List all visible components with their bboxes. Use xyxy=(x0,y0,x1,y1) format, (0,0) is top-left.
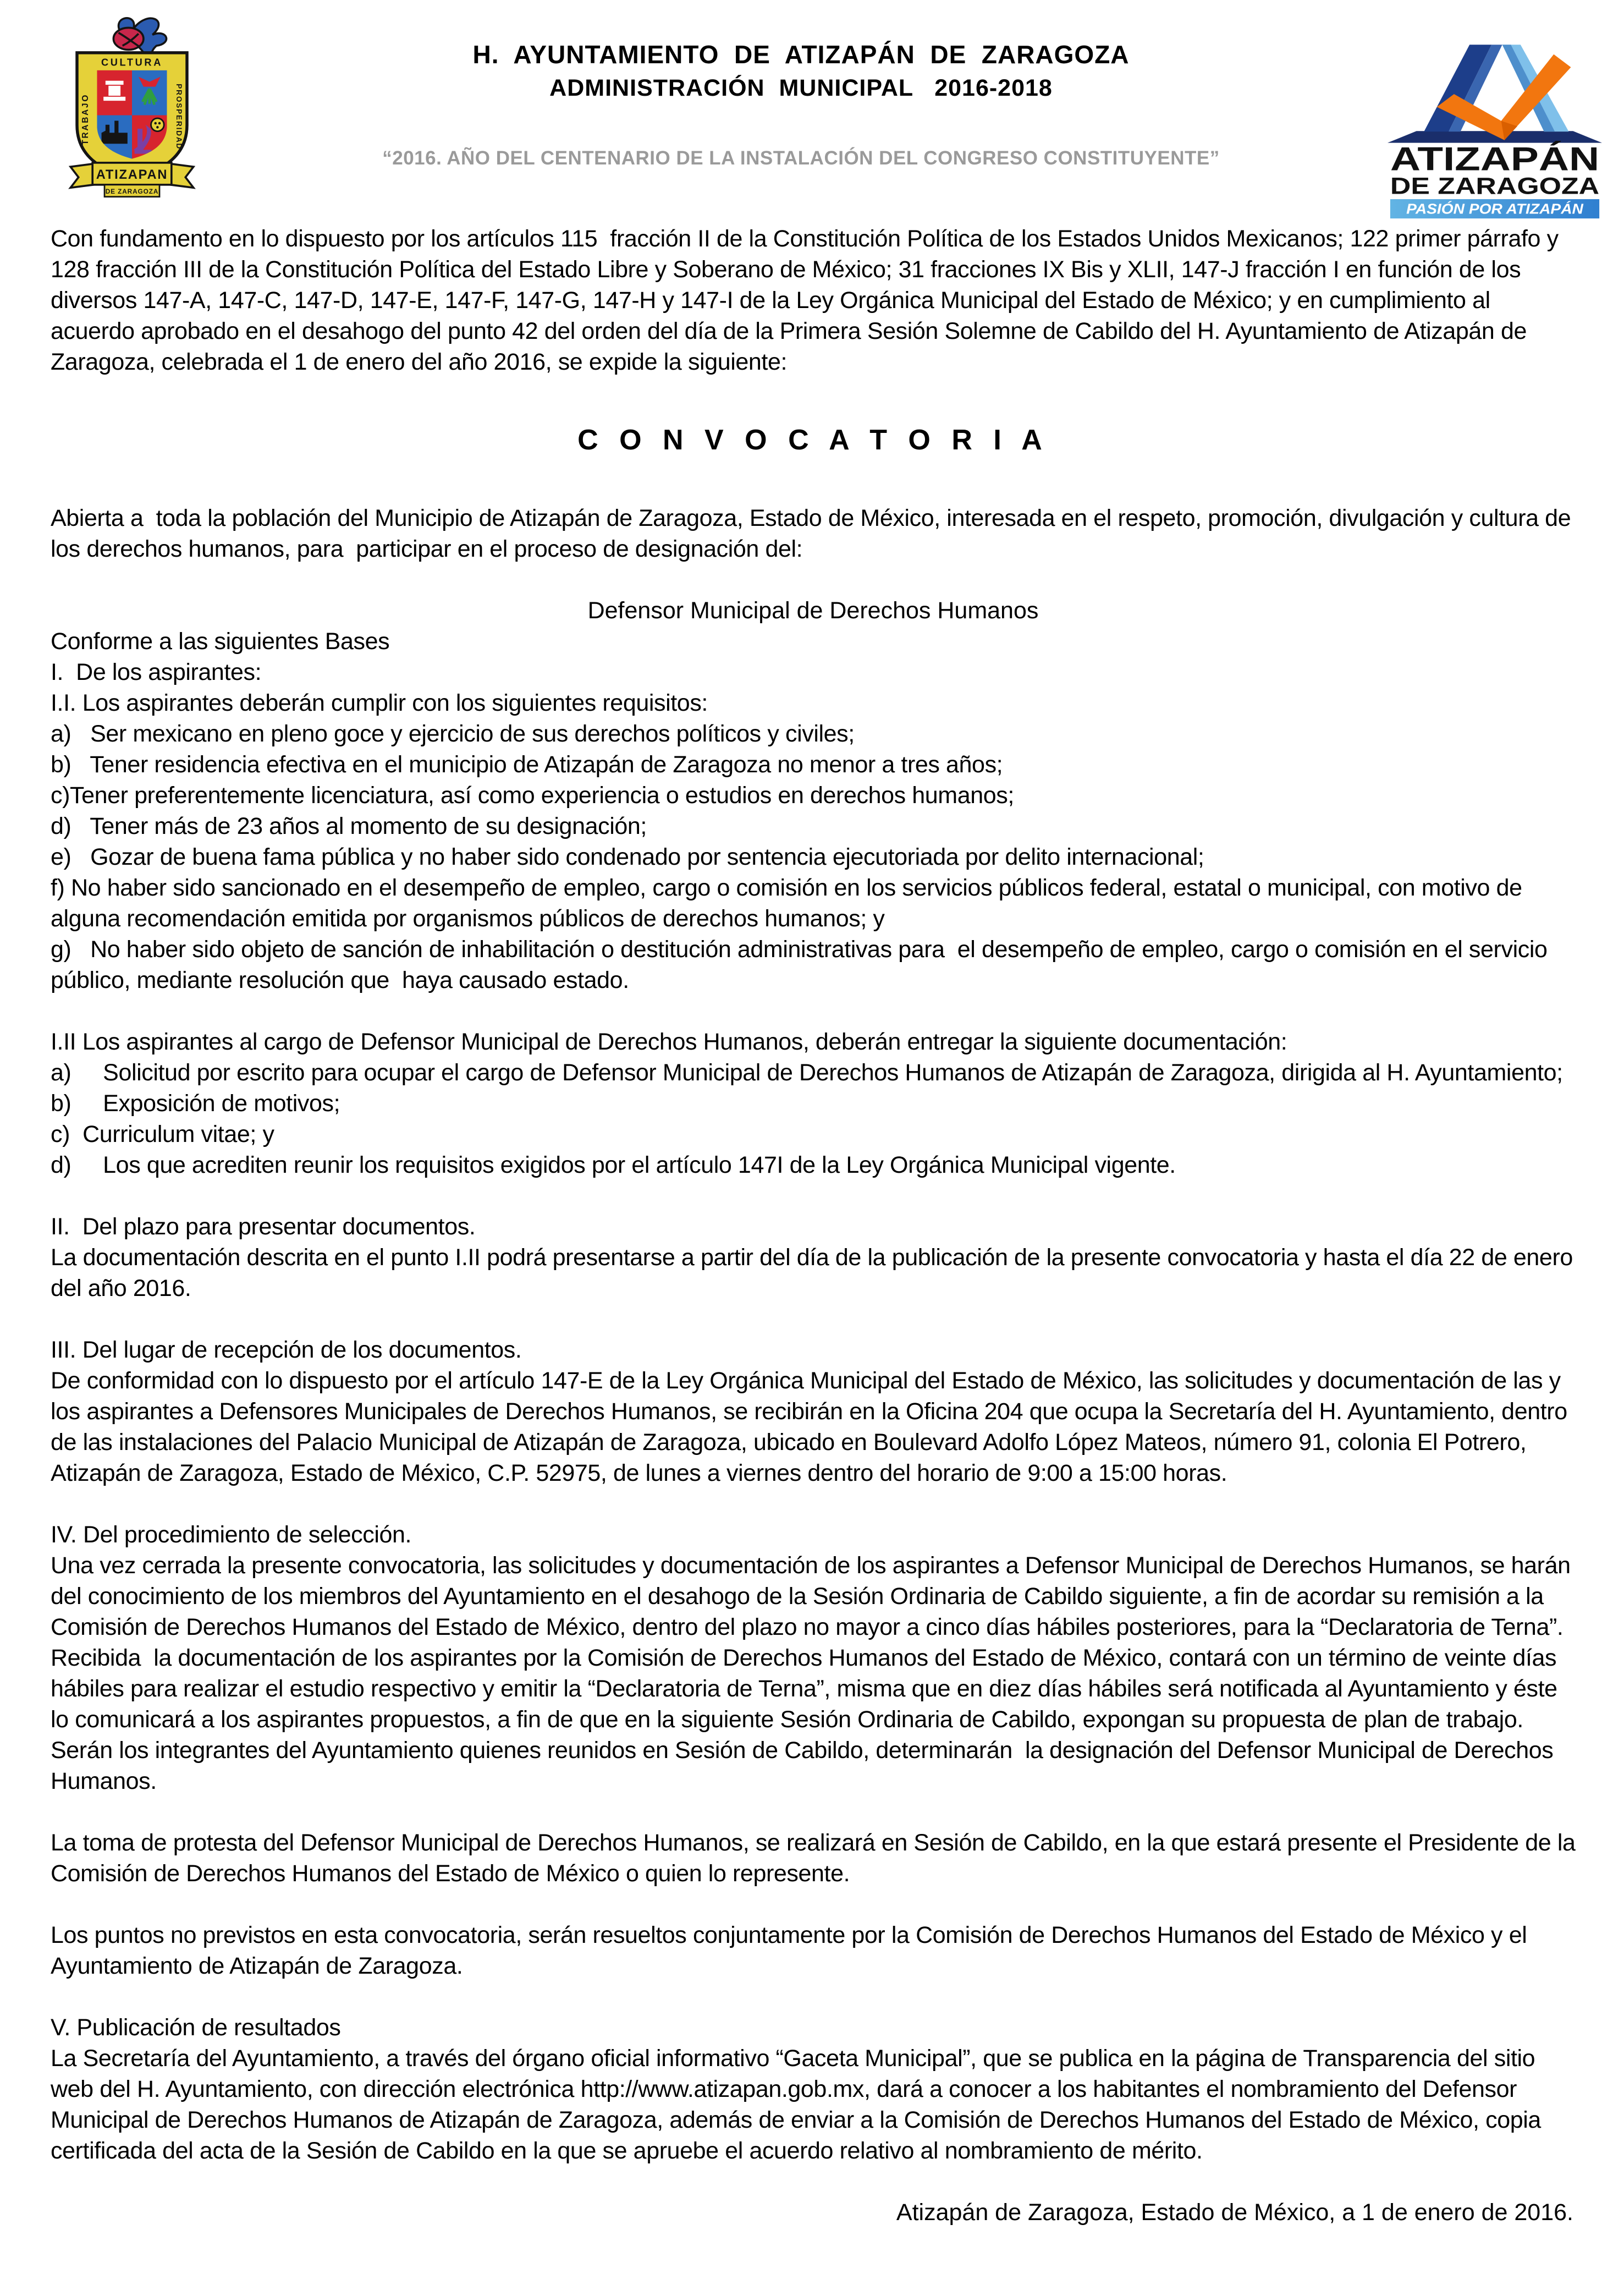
clause-1-1-intro: I.I. Los aspirantes deberán cumplir con los siguientes requisitos: xyxy=(51,690,708,716)
document-body xyxy=(0,216,1624,2228)
logo-name-line2: DE ZARAGOZA xyxy=(1390,173,1600,200)
crest-left-word: TRABAJO xyxy=(81,93,90,145)
paragraph-spacer xyxy=(51,1981,1576,2012)
document-c: c) Curriculum vitae; y xyxy=(51,1121,274,1147)
paragraph-spacer xyxy=(51,1488,1576,1519)
coat-of-arms xyxy=(49,7,220,205)
requirement-g: g) No haber sido objeto de sanción de inhabilitación o destitución administrativas para el desempeño de empleo, cargo o comisión en el servicio público, mediante resolución que haya causado estado. xyxy=(51,936,1554,993)
crest-top-word: CULTURA xyxy=(101,57,163,68)
section-1-heading: I. De los aspirantes: xyxy=(51,659,262,685)
requirement-f: f) No haber sido sancionado en el desempeño de empleo, cargo o comisión en los servicios públicos federal, estatal o municipal, con motivo de alguna recomendación emitida por organismos públicos de derechos humanos; y xyxy=(51,875,1529,932)
clause-1-2-intro: I.II Los aspirantes al cargo de Defensor Municipal de Derechos Humanos, deberán entregar la siguiente documentación: xyxy=(51,1029,1287,1055)
logo-name-line1: ATIZAPÁN xyxy=(1390,140,1600,178)
paragraph-spacer xyxy=(51,996,1576,1026)
atizapan-brand-logo xyxy=(1382,29,1608,224)
convocatoria-title: C O N V O C A T O R I A xyxy=(577,424,1049,456)
document-b: b) Exposición de motivos; xyxy=(51,1090,340,1117)
paragraph-spacer xyxy=(51,1797,1576,1827)
section-4-paragraph-3: Serán los integrantes del Ayuntamiento quienes reunidos en Sesión de Cabildo, determinarán la designación del Defensor Municipal de Derechos Humanos. xyxy=(51,1737,1560,1794)
page-header xyxy=(0,0,1624,216)
header-motto: “2016. AÑO DEL CENTENARIO DE LA INSTALACIÓN DEL CONGRESO CONSTITUYENTE” xyxy=(382,147,1220,169)
position-title: Defensor Municipal de Derechos Humanos xyxy=(587,597,1039,624)
bases-intro: Conforme a las siguientes Bases xyxy=(51,628,390,655)
paragraph-spacer xyxy=(51,377,1576,408)
header-titles xyxy=(220,7,1382,169)
requirement-b: b) Tener residencia efectiva en el municipio de Atizapán de Zaragoza no menor a tres años; xyxy=(51,751,1003,778)
atizapan-logo-icon xyxy=(1382,29,1608,222)
requirement-e: e) Gozar de buena fama pública y no haber sido condenado por sentencia ejecutoriada por delito internacional; xyxy=(51,844,1204,870)
opening-paragraph: Con fundamento en lo dispuesto por los artículos 115 fracción II de la Constitución Política de los Estados Unidos Mexicanos; 122 primer párrafo y 128 fracción III de la Constitución Política del Estado Libre y Soberano de México; 31 fracciones IX Bis y XLII, 147-J fracción I en función de los diversos 147-A, 147-C, 147-D, 147-E, 147-F, 147-G, 147-H y 147-I de la Ley Orgánica Municipal del Estado de México; y en cumplimiento al acuerdo aprobado en el desahogo del punto 42 del orden del día de la Primera Sesión Solemne de Cabildo del H. Ayuntamiento de Atizapán de Zaragoza, celebrada el 1 de enero del año 2016, se expide la siguiente: xyxy=(51,226,1565,375)
section-3-paragraph: De conformidad con lo dispuesto por el artículo 147-E de la Ley Orgánica Municipal del Estado de México, las solicitudes y documentación de las y los aspirantes a Defensores Municipales de Derechos Humanos, se recibirán en la Oficina 204 que ocupa la Secretaría del H. Ayuntamiento, dentro de las instalaciones del Palacio Municipal de Atizapán de Zaragoza, ubicado en Boulevard Adolfo López Mateos, número 91, colonia El Potrero, Atizapán de Zaragoza, Estado de México, C.P. 52975, de lunes a viernes dentro del horario de 9:00 a 15:00 horas. xyxy=(51,1367,1574,1486)
paragraph-spacer xyxy=(51,472,1576,503)
section-4-heading: IV. Del procedimiento de selección. xyxy=(51,1522,412,1548)
section-4-paragraph-2: Recibida la documentación de los aspirantes por la Comisión de Derechos Humanos del Estado de México, contará con un término de veinte días hábiles para realizar el estudio respectivo y emitir la “Declaratoria de Terna”, misma que en diez días hábiles será notificada al Ayuntamiento y éste lo comunicará a los aspirantes propuestos, a fin de que en la siguiente Sesión Ordinaria de Cabildo, expongan su propuesta de plan de trabajo. xyxy=(51,1645,1564,1733)
section-2-heading: II. Del plazo para presentar documentos. xyxy=(51,1213,476,1240)
paragraph-spacer xyxy=(51,1304,1576,1334)
section-5-paragraph: La Secretaría del Ayuntamiento, a través del órgano oficial informativo “Gaceta Municipal”, que se publica en la página de Transparencia del sitio web del H. Ayuntamiento, con dirección electrónica http://www.atizapan.gob.mx, dará a conocer a los habitantes el nombramiento del Defensor Municipal de Derechos Humanos de Atizapán de Zaragoza, además de enviar a la Comisión de Derechos Humanos del Estado de México, copia certificada del acta de la Sesión de Cabildo en la que se apruebe el acuerdo relativo al nombramiento de mérito. xyxy=(51,2045,1548,2164)
crest-banner-line1: ATIZAPAN xyxy=(96,167,168,182)
audience-paragraph: Abierta a toda la población del Municipio de Atizapán de Zaragoza, Estado de México, interesada en el respeto, promoción, divulgación y cultura de los derechos humanos, para participar en el proceso de designación del: xyxy=(51,505,1577,562)
document-a: a) Solicitud por escrito para ocupar el cargo de Defensor Municipal de Derechos Humanos de Atizapán de Zaragoza, dirigida al H. Ayuntamiento; xyxy=(51,1059,1563,1086)
requirement-c: c)Tener preferentemente licenciatura, así como experiencia o estudios en derechos humanos; xyxy=(51,782,1014,809)
paragraph-spacer xyxy=(51,2166,1576,2197)
section-3-heading: III. Del lugar de recepción de los documentos. xyxy=(51,1337,522,1363)
requirement-a: a) Ser mexicano en pleno goce y ejercicio de sus derechos políticos y civiles; xyxy=(51,721,855,747)
header-title-line1: H. AYUNTAMIENTO DE ATIZAPÁN DE ZARAGOZA xyxy=(472,40,1130,69)
paragraph-spacer xyxy=(51,1889,1576,1920)
coat-of-arms-icon xyxy=(49,7,214,202)
unforeseen-paragraph: Los puntos no previstos en esta convocatoria, serán resueltos conjuntamente por la Comisión de Derechos Humanos del Estado de México y el Ayuntamiento de Atizapán de Zaragoza. xyxy=(51,1922,1532,1979)
header-title-line2: ADMINISTRACIÓN MUNICIPAL 2016-2018 xyxy=(549,75,1053,101)
section-2-paragraph: La documentación descrita en el punto I.II podrá presentarse a partir del día de la publicación de la presente convocatoria y hasta el día 22 de enero del año 2016. xyxy=(51,1244,1579,1301)
crest-banner-line2: DE ZARAGOZA xyxy=(105,188,159,196)
paragraph-spacer xyxy=(51,1180,1576,1211)
date-line: Atizapán de Zaragoza, Estado de México, a 1 de enero de 2016. xyxy=(896,2199,1573,2226)
protest-paragraph: La toma de protesta del Defensor Municipal de Derechos Humanos, se realizará en Sesión de Cabildo, en la que estará presente el Presidente de la Comisión de Derechos Humanos del Estado de México o quien lo represente. xyxy=(51,1830,1582,1887)
section-4-paragraph-1: Una vez cerrada la presente convocatoria, las solicitudes y documentación de los aspirantes a Defensor Municipal de Derechos Humanos, se harán del conocimiento de los miembros del Ayuntamiento en el desahogo de la Sesión Ordinaria de Cabildo siguiente, a fin de acordar su remisión a la Comisión de Derechos Humanos del Estado de México, dentro del plazo no mayor a cinco días hábiles posteriores, para la “Declaratoria de Terna”. xyxy=(51,1552,1577,1640)
crest-right-word: PROSPERIDAD xyxy=(174,84,183,150)
document-d: d) Los que acrediten reunir los requisitos exigidos por el artículo 147I de la Ley Orgánica Municipal vigente. xyxy=(51,1152,1176,1178)
paragraph-spacer xyxy=(51,564,1576,595)
requirement-d: d) Tener más de 23 años al momento de su designación; xyxy=(51,813,647,839)
section-5-heading: V. Publicación de resultados xyxy=(51,2014,341,2041)
logo-tagline: PASIÓN POR ATIZAPÁN xyxy=(1406,200,1584,217)
